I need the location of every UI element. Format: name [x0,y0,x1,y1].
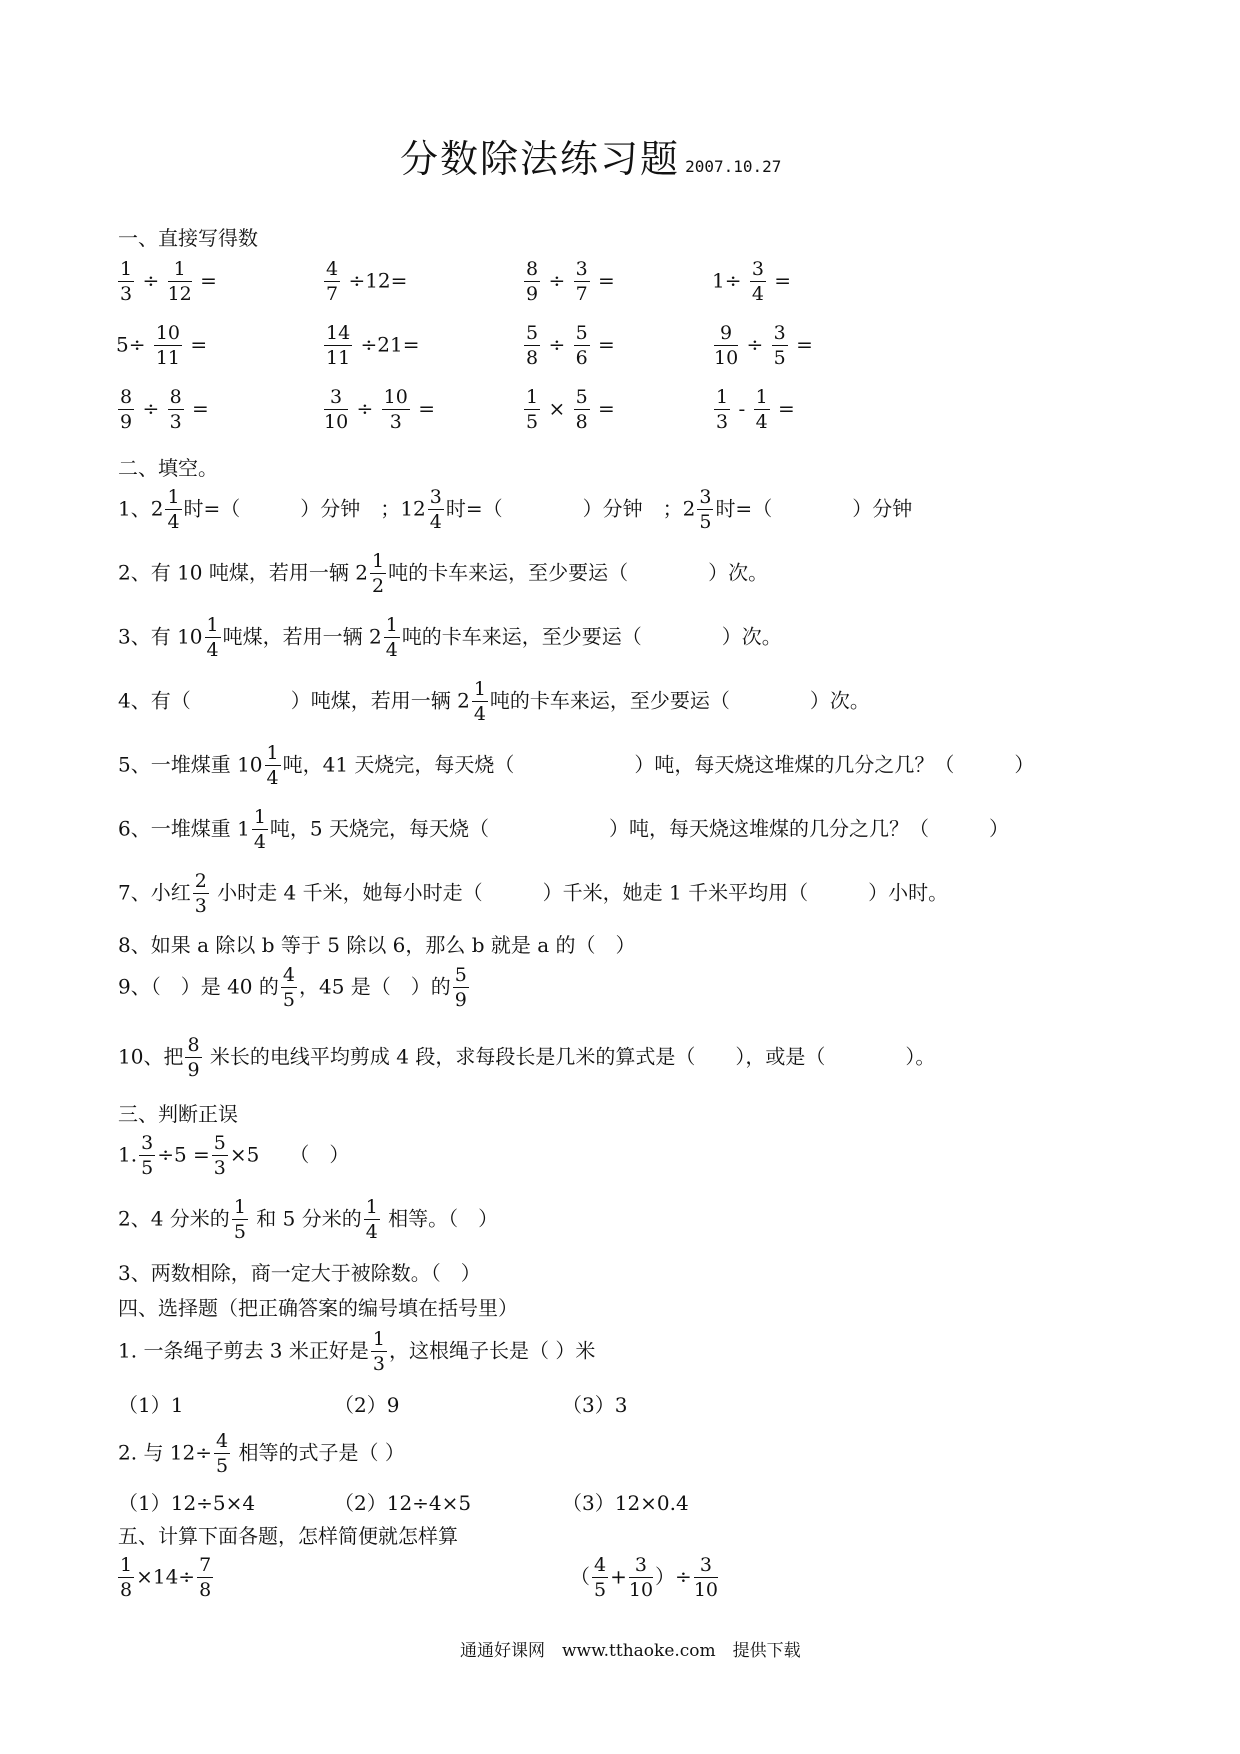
s1-r3c3: $\frac{1}{5}$ × $\frac{5}{8}$ = [526,386,615,433]
section-2-heading: 二、填空。 [118,456,218,480]
fraction: $\frac{2}{3}$ [194,870,207,917]
section-5-heading: 五、计算下面各题，怎样简便就怎样算 [118,1524,458,1548]
fraction: $\frac{4}{5}$ [282,964,295,1011]
fraction: $\frac{1}{4}$ [266,742,279,789]
s4-question-2: 2. 与 12÷ $\frac{4}{5}$ 相等的式子是（ ） [118,1430,405,1477]
fraction: $\frac{14}{11}$ [326,322,351,369]
fraction: $\frac{3}{5}$ [773,322,786,369]
fraction: $\frac{3}{7}$ [575,258,588,305]
fraction: $\frac{4}{7}$ [326,258,339,305]
s3-question-3: 3、两数相除，商一定大于被除数。（ ） [118,1261,481,1285]
s1-r1c1: $\frac{1}{3}$ ÷ $\frac{1}{12}$ = [120,258,217,305]
s2-question-10: 10、把 $\frac{8}{9}$ 米长的电线平均剪成 4 段，求每段长是几米的算式是（ ），或是（ ）。 [118,1034,936,1081]
s4-q1-option-2: （2）9 [334,1393,400,1417]
s1-r1c2: $\frac{4}{7}$ ÷12= [326,258,408,305]
fraction: $\frac{10}{11}$ [155,322,181,369]
fraction: $\frac{1}{4}$ [365,1196,378,1243]
section-3-heading: 三、判断正误 [118,1102,238,1126]
s4-q2-option-3: （3）12×0.4 [562,1491,689,1515]
s1-r2c2: $\frac{14}{11}$ ÷21= [326,322,420,369]
s1-r1c3: $\frac{8}{9}$ ÷ $\frac{3}{7}$ = [526,258,615,305]
s1-r2c4: $\frac{9}{10}$ ÷ $\frac{3}{5}$ = [714,322,813,369]
s1-r3c2: $\frac{3}{10}$ ÷ $\frac{10}{3}$ = [324,386,435,433]
fraction: $\frac{1}{5}$ [233,1196,246,1243]
fraction: $\frac{5}{6}$ [575,322,588,369]
s5-expression-1: $\frac{1}{8}$ ×14÷ $\frac{7}{8}$ [120,1554,212,1601]
fraction: $\frac{5}{3}$ [213,1132,226,1179]
fraction: $\frac{8}{9}$ [187,1034,200,1081]
s4-question-1: 1. 一条绳子剪去 3 米正好是 $\frac{1}{3}$ ，这根绳子长是（ ）米 [118,1328,596,1375]
fraction: $\frac{4}{5}$ [216,1430,229,1477]
fraction: $\frac{3}{4}$ [751,258,764,305]
s3-question-2: 2、4 分米的 $\frac{1}{5}$ 和 5 分米的 $\frac{1}{4}$ 相等。（ ） [118,1196,499,1243]
fraction: $\frac{1}{12}$ [167,258,192,305]
s4-q2-option-2: （2）12÷4×5 [334,1491,472,1515]
footer-source: 通通好课网 www.tthaoke.com 提供下载 [460,1641,801,1661]
s2-question-2: 2、有 10 吨煤，若用一辆 2 $\frac{1}{2}$ 吨的卡车来运，至少要运（ ）次。 [118,550,769,597]
fraction: $\frac{1}{8}$ [120,1554,133,1601]
fraction: $\frac{1}{4}$ [206,614,219,661]
fraction: $\frac{1}{4}$ [473,678,486,725]
page-title: 分数除法练习题 [400,137,681,181]
fraction: $\frac{4}{5}$ [594,1554,607,1601]
s2-question-1: 1、2 $\frac{1}{4}$ 时=（ ）分钟 ；12 $\frac{3}{4}$ 时=（ ）分钟 ；2 $\frac{3}{5}$ 时=（ ）分钟 [118,486,913,533]
s3-question-1: 1. $\frac{3}{5}$ ÷5 = $\frac{5}{3}$ ×5 （ ） [118,1132,350,1179]
fraction: $\frac{5}{8}$ [575,386,588,433]
s2-question-3: 3、有 10 $\frac{1}{4}$ 吨煤，若用一辆 2 $\frac{1}{4}$ 吨的卡车来运，至少要运（ ）次。 [118,614,782,661]
s4-q1-option-3: （3）3 [562,1393,628,1417]
s1-r3c4: $\frac{1}{3}$ - $\frac{1}{4}$ = [716,386,795,433]
s2-question-5: 5、一堆煤重 10 $\frac{1}{4}$ 吨，41 天烧完，每天烧（ ）吨，每天烧这堆煤的几分之几？（ ） [118,742,1035,789]
fraction: $\frac{1}{4}$ [253,806,266,853]
title-line [400,128,781,183]
fraction: $\frac{1}{3}$ [372,1328,385,1375]
fraction: $\frac{5}{8}$ [526,322,539,369]
page-date: 2007.10.27 [685,157,782,176]
fraction: $\frac{1}{5}$ [526,386,539,433]
section-1-heading: 一、直接写得数 [118,226,258,250]
fraction: $\frac{1}{4}$ [167,486,180,533]
fraction: $\frac{5}{9}$ [454,964,467,1011]
fraction: $\frac{3}{10}$ [628,1554,654,1601]
fraction: $\frac{3}{10}$ [693,1554,718,1601]
fraction: $\frac{3}{5}$ [141,1132,154,1179]
fraction: $\frac{1}{2}$ [371,550,385,597]
s4-q1-option-1: （1）1 [118,1393,184,1417]
s4-q2-option-1: （1）12÷5×4 [118,1491,256,1515]
s1-r1c4: 1÷ $\frac{3}{4}$ = [712,258,792,305]
fraction: $\frac{8}{9}$ [526,258,539,305]
s2-question-8: 8、如果 a 除以 b 等于 5 除以 6，那么 b 就是 a 的（ ） [118,933,636,957]
s2-question-6: 6、一堆煤重 1 $\frac{1}{4}$ 吨，5 天烧完，每天烧（ ）吨，每天烧这堆煤的几分之几？（ ） [118,806,1009,853]
fraction: $\frac{1}{3}$ [120,258,133,305]
fraction: $\frac{10}{3}$ [383,386,408,433]
fraction: $\frac{7}{8}$ [199,1554,212,1601]
s2-question-4: 4、有（ ）吨煤，若用一辆 2 $\frac{1}{4}$ 吨的卡车来运，至少要运（ ）次。 [118,678,870,725]
section-4-heading: 四、选择题（把正确答案的编号填在括号里） [118,1296,518,1320]
fraction: $\frac{1}{4}$ [385,614,398,661]
s2-question-9: 9、（ ）是 40 的 $\frac{4}{5}$ ，45 是（ ）的 $\frac{5}{9}$ [118,964,467,1011]
s2-question-7: 7、小红 $\frac{2}{3}$ 小时走 4 千米，她每小时走（ ）千米，她走 1 千米平均用（ ）小时。 [118,870,949,917]
s1-r2c3: $\frac{5}{8}$ ÷ $\frac{5}{6}$ = [526,322,615,369]
s5-expression-2: （ $\frac{4}{5}$ + $\frac{3}{10}$ ）÷ $\frac{3}{10}$ [570,1554,718,1601]
fraction: $\frac{3}{4}$ [429,486,442,533]
fraction: $\frac{3}{5}$ [699,486,712,533]
fraction: $\frac{3}{10}$ [324,386,349,433]
fraction: $\frac{1}{3}$ [716,386,729,433]
s1-r2c1: 5÷ $\frac{10}{11}$ = [116,322,208,369]
fraction: $\frac{8}{3}$ [169,386,182,433]
fraction: $\frac{1}{4}$ [755,386,768,433]
fraction: $\frac{8}{9}$ [120,386,133,433]
fraction: $\frac{9}{10}$ [714,322,739,369]
s1-r3c1: $\frac{8}{9}$ ÷ $\frac{8}{3}$ = [120,386,209,433]
